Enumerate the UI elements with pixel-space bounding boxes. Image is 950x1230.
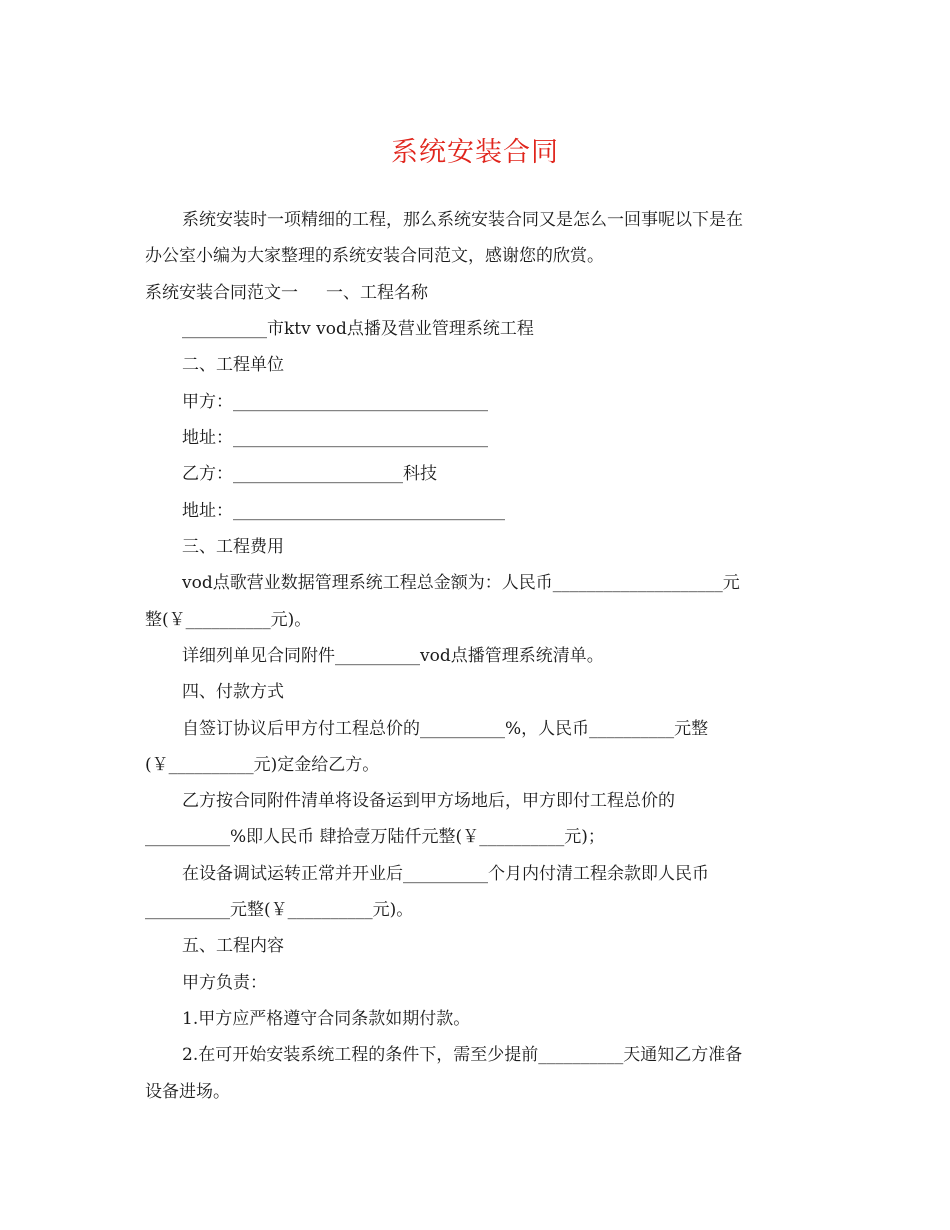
intro-line-2: 办公室小编为大家整理的系统安装合同范文，感谢您的欣赏。	[145, 246, 604, 266]
sample-heading-line	[145, 282, 810, 304]
section-4-heading: 四、付款方式	[182, 682, 284, 702]
section-1-heading: 一、工程名称	[326, 283, 428, 303]
deposit-line-2: (￥__________元)定金给乙方。	[145, 755, 380, 775]
total-amount-line-2: 整(￥__________元)。	[145, 610, 312, 630]
party-b-line: 乙方：____________________科技	[182, 464, 437, 484]
party-b-address-line: 地址：________________________________	[182, 501, 505, 521]
duty-item-2-continued: 设备进场。	[145, 1082, 230, 1102]
total-amount-line: vod点歌营业数据管理系统工程总金额为：人民币____________________元	[182, 573, 740, 593]
party-a-line: 甲方：______________________________	[182, 392, 488, 412]
section-5-heading: 五、工程内容	[182, 936, 284, 956]
section-2-heading: 二、工程单位	[182, 355, 284, 375]
party-a-duties-heading: 甲方负责：	[182, 973, 267, 993]
delivery-payment-line-2: __________%即人民币 肆拾壹万陆仟元整(￥__________元)；	[145, 827, 605, 847]
party-a-address-line: 地址：______________________________	[182, 428, 488, 448]
duty-item-2: 2.在可开始安装系统工程的条件下，需至少提前__________天通知乙方准备	[182, 1045, 743, 1065]
balance-payment-line: 在设备调试运转正常并开业后__________个月内付清工程余款即人民币	[182, 864, 709, 884]
attachment-line: 详细列单见合同附件__________vod点播管理系统清单。	[182, 646, 604, 666]
balance-payment-line-2: __________元整(￥__________元)。	[145, 900, 414, 920]
intro-line-1: 系统安装时一项精细的工程，那么系统安装合同又是怎么一回事呢以下是在	[182, 210, 743, 230]
duty-item-1: 1.甲方应严格遵守合同条款如期付款。	[182, 1009, 471, 1029]
delivery-payment-line: 乙方按合同附件清单将设备运到甲方场地后，甲方即付工程总价的	[182, 791, 675, 811]
section-3-heading: 三、工程费用	[182, 537, 284, 557]
project-name-line: __________市ktv vod点播及营业管理系统工程	[182, 319, 534, 339]
sample-heading: 系统安装合同范文一	[145, 283, 298, 303]
document-title: 系统安装合同	[391, 137, 559, 168]
deposit-line: 自签订协议后甲方付工程总价的__________%，人民币__________元整	[182, 719, 709, 739]
